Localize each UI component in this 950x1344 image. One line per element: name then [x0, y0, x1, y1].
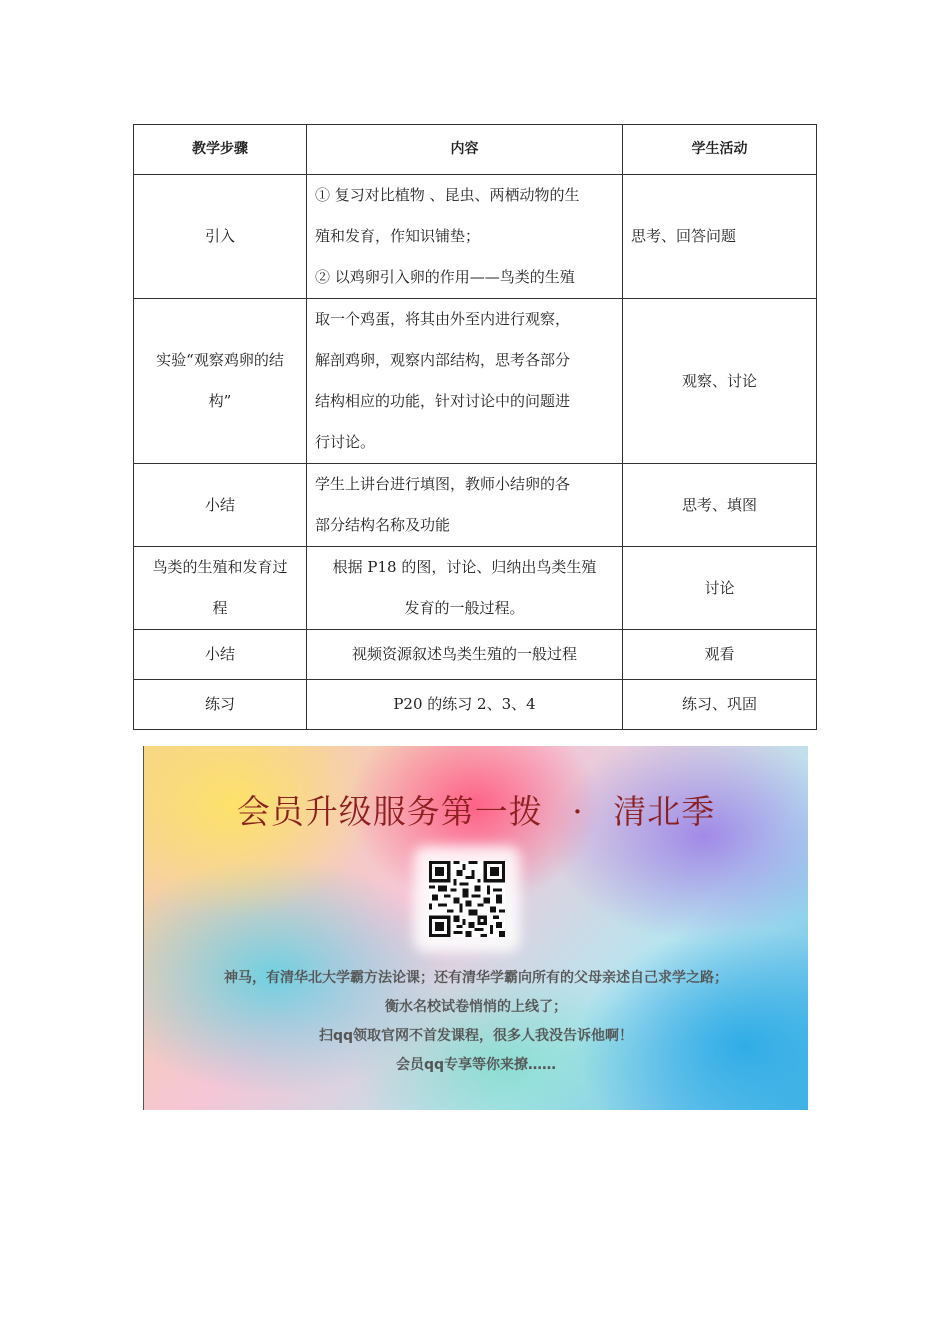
table-header-row: [134, 125, 817, 175]
content-line: ② 以鸡卵引入卵的作用——鸟类的生殖: [315, 268, 575, 286]
banner-line: 衡水名校试卷悄悄的上线了；: [385, 999, 567, 1015]
content-cell: P20 的练习 2、3、4: [307, 680, 623, 730]
content-line: 结构相应的功能，针对讨论中的问题进: [315, 392, 571, 410]
step-line: 程: [212, 599, 228, 617]
step-line: 构”: [208, 392, 232, 410]
content-cell: [307, 299, 623, 464]
header-step: 教学步骤: [134, 125, 307, 175]
promo-banner[interactable]: [143, 746, 808, 1110]
step-cell: [134, 299, 307, 464]
table-row: [134, 680, 817, 730]
step-cell: 引入: [134, 175, 307, 299]
content-cell: [307, 175, 623, 299]
step-cell: 练习: [134, 680, 307, 730]
banner-line: 扫qq领取官网不首发课程，很多人我没告诉他啊！: [318, 1028, 634, 1044]
step-cell: [134, 547, 307, 630]
activity-cell: 观看: [623, 630, 817, 680]
content-cell: [307, 464, 623, 547]
content-line: 部分结构名称及功能: [315, 516, 451, 534]
activity-cell: 练习、巩固: [623, 680, 817, 730]
banner-title: 会员升级服务第一拨 · 清北季: [236, 792, 716, 831]
table-row: [134, 464, 817, 547]
activity-cell: 思考、填图: [623, 464, 817, 547]
table-row: [134, 547, 817, 630]
content-line: 学生上讲台进行填图，教师小结卵的各: [315, 475, 571, 493]
step-line: 实验“观察鸡卵的结: [156, 351, 284, 369]
content-line: ① 复习对比植物 、昆虫、两栖动物的生: [315, 186, 580, 204]
banner-line: 神马，有清华北大学霸方法论课；还有清华学霸向所有的父母亲述自己求学之路；: [224, 970, 728, 986]
step-cell: 小结: [134, 630, 307, 680]
activity-cell: 讨论: [623, 547, 817, 630]
activity-cell: 观察、讨论: [623, 299, 817, 464]
content-line: 发育的一般过程。: [404, 599, 525, 617]
table-row: [134, 175, 817, 299]
step-cell: 小结: [134, 464, 307, 547]
banner-text-block: [144, 964, 808, 1080]
content-cell: [307, 547, 623, 630]
lesson-plan-table: [133, 124, 817, 730]
content-cell: 视频资源叙述鸟类生殖的一般过程: [307, 630, 623, 680]
banner-line: 会员qq专享等你来撩……: [395, 1057, 557, 1073]
table-row: [134, 630, 817, 680]
content-line: 根据 P18 的图，讨论、归纳出鸟类生殖: [332, 558, 597, 576]
content-line: 行讨论。: [315, 433, 376, 451]
content-line: 取一个鸡蛋，将其由外至内进行观察，: [315, 310, 571, 328]
content-line: 殖和发育，作知识铺垫；: [315, 227, 481, 245]
content-line: 解剖鸡卵，观察内部结构，思考各部分: [315, 351, 571, 369]
activity-cell: 思考、回答问题: [623, 175, 817, 299]
qr-code-icon[interactable]: [429, 861, 505, 937]
header-content: 内容: [307, 125, 623, 175]
table-row: [134, 299, 817, 464]
step-line: 鸟类的生殖和发育过: [152, 558, 288, 576]
header-activity: 学生活动: [623, 125, 817, 175]
